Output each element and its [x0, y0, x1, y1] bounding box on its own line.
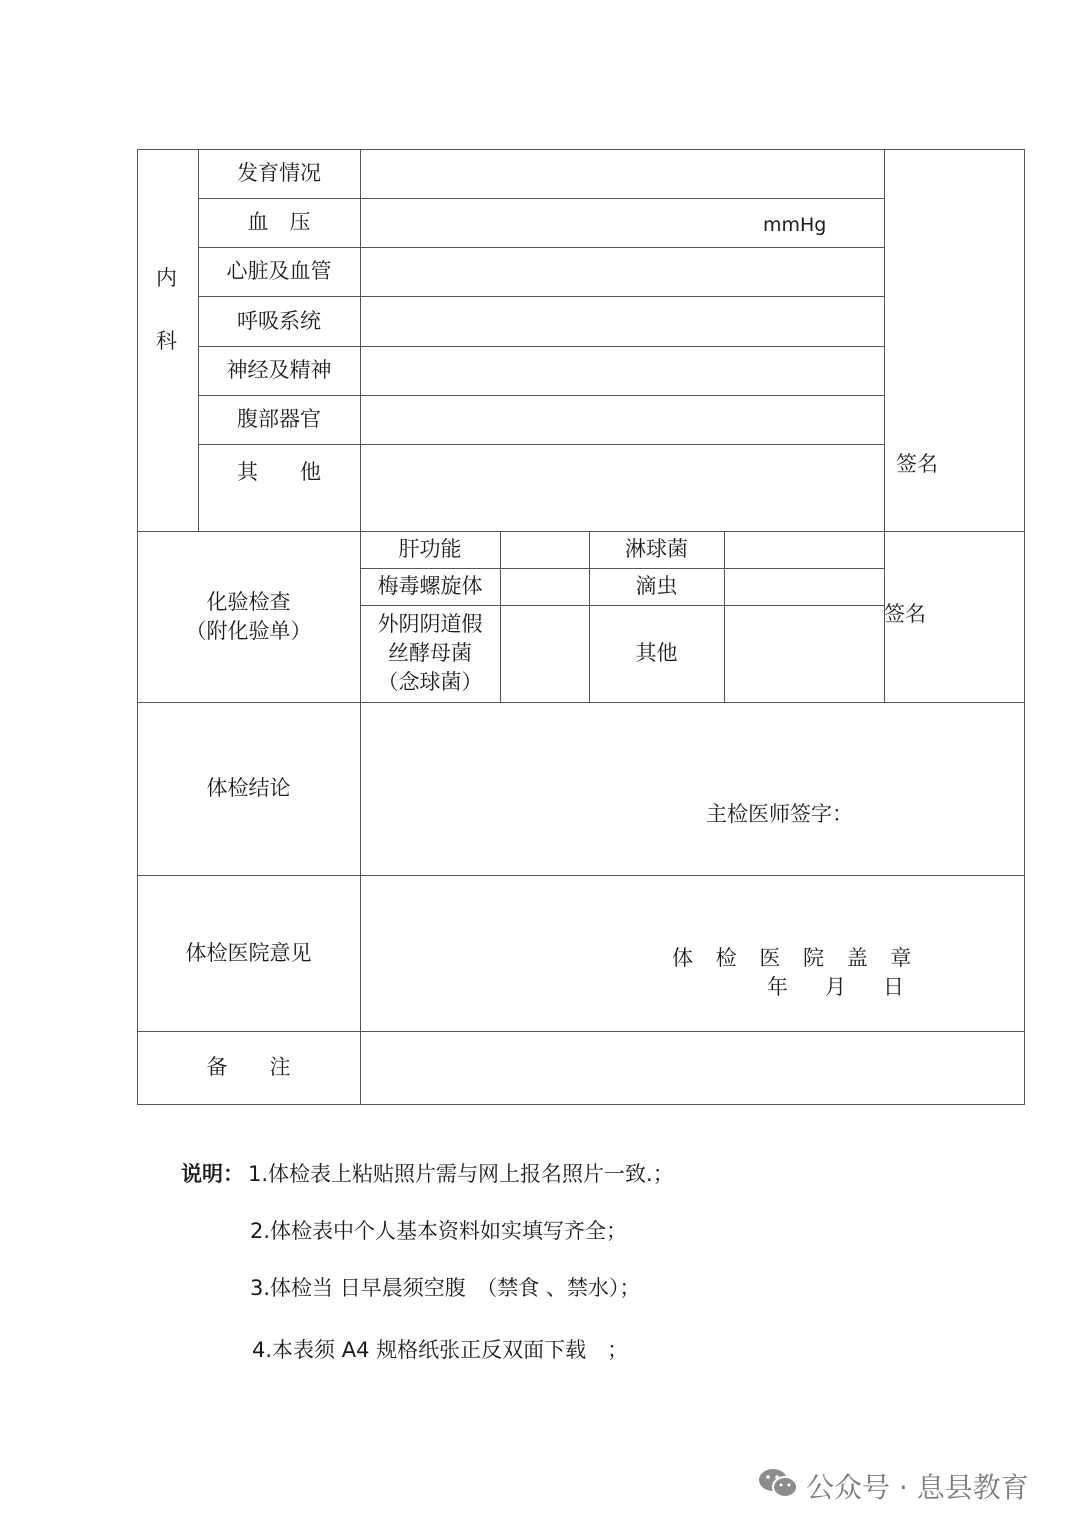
row-label-blood-pressure: 血 压: [247, 210, 311, 234]
row-label-abdominal: 腹部器官: [237, 407, 321, 431]
row-label-nervous: 神经及精神: [226, 358, 332, 382]
remarks-label: 备 注: [206, 1055, 291, 1079]
lab-signature: 签名: [884, 602, 926, 626]
row-label-respiratory: 呼吸系统: [237, 308, 321, 333]
lab-candida-line3: （念球菌）: [377, 670, 483, 694]
lab-label-line2: （附化验单）: [185, 618, 312, 643]
internal-label-1: 内: [156, 266, 177, 290]
lab-gonorrhea: 淋球菌: [625, 537, 688, 561]
conclusion-label: 体检结论: [206, 776, 291, 800]
bp-unit: mmHg: [763, 214, 827, 236]
note-item-1: 1.体检表上粘贴照片需与网上报名照片一致.；: [248, 1162, 674, 1186]
lab-candida-line2: 丝酵母菌: [388, 641, 472, 665]
hospital-label: 体检医院意见: [185, 940, 312, 965]
notes-title: 说明：: [181, 1162, 244, 1186]
lab-trichomonas: 滴虫: [635, 574, 678, 598]
internal-signature: 签名: [896, 452, 938, 476]
hospital-date: 年 月 日: [767, 975, 912, 999]
lab-candida-line1: 外阴阴道假: [377, 612, 483, 636]
lab-label: [137, 531, 360, 702]
note-item-4: 4.本表须 A4 规格纸张正反双面下载 ；: [252, 1338, 629, 1362]
note-item-3: 3.体检当 日早晨须空腹 （禁食 、禁水）；: [250, 1276, 641, 1300]
note-item-2: 2.体检表中个人基本资料如实填写齐全；: [250, 1219, 628, 1243]
lab-candida: [360, 605, 500, 702]
wechat-icon: [757, 1466, 799, 1500]
lab-label-line1: 化验检查: [206, 589, 291, 614]
lab-liver: 肝功能: [398, 537, 462, 561]
row-label-other: 其 他: [237, 459, 321, 484]
lab-syphilis: 梅毒螺旋体: [377, 574, 483, 598]
lab-other: 其他: [635, 641, 678, 665]
row-label-development: 发育情况: [237, 161, 321, 185]
watermark-text: 公众号 · 息县教育: [806, 1471, 1029, 1504]
doctor-signature-label: 主检医师签字：: [706, 802, 853, 826]
internal-label-2: 科: [156, 329, 177, 353]
row-label-heart: 心脏及血管: [226, 259, 332, 283]
hospital-stamp: 体 检 医 院 盖 章: [672, 946, 920, 970]
